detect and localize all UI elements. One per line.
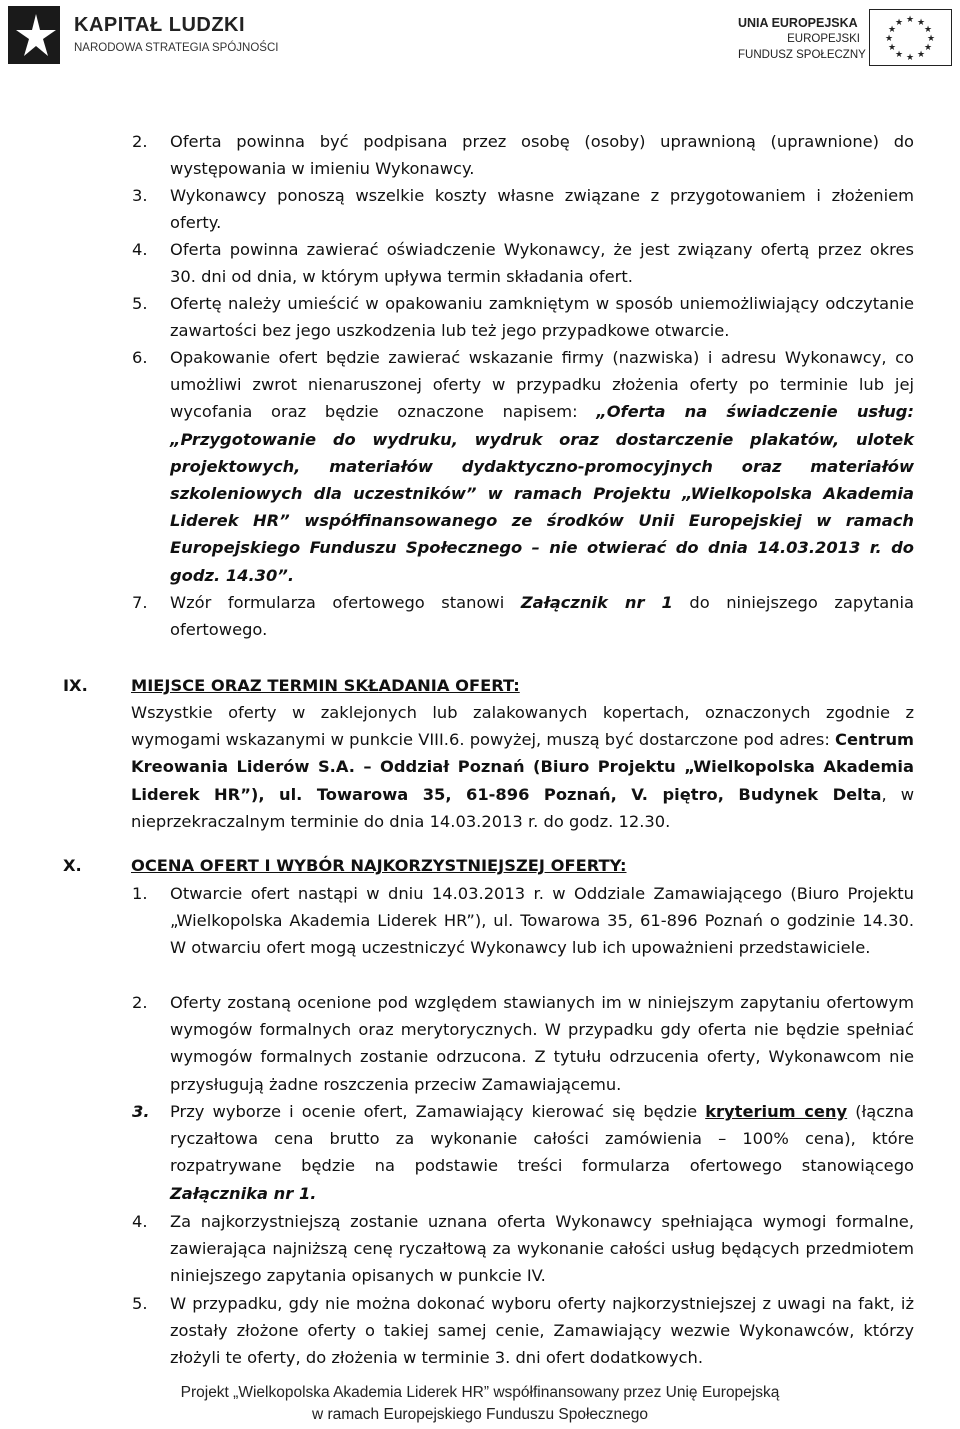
list-item-text: Wykonawcy ponoszą wszelkie koszty własne związane z przygotowaniem i złożeniem oferty.: [170, 186, 914, 233]
delivery-address: Centrum Kreowania Liderów S.A. – Oddział Poznań (Biuro Projektu „Wielkopolska Akademia Liderek HR”), ul. Towarowa 35, 61-896 Poznań, V. piętro, Budynek Delta: [131, 730, 914, 804]
envelope-label-text: „Oferta na świadczenie usług: „Przygotowanie do wydruku, wydruk oraz dostarczenie plakatów, ulotek projektowych, materiałów dydaktyczno-promocyjnych oraz materiałów szkoleniowych dla uczestników” w ramach Projektu „Wielkopolska Akademia Liderek HR” współfinansowanego ze środków Unii Europejskiej w ramach Europejskiego Funduszu Społecznego – nie otwierać do dnia 14.03.2013 r. do godz. 14.30: [170, 402, 914, 585]
list-item-number: 2.: [132, 132, 148, 151]
svg-text:★: ★: [916, 18, 926, 28]
list-item-number: 4.: [132, 240, 148, 259]
svg-text:★: ★: [916, 50, 926, 60]
list-item-number: 7.: [132, 593, 148, 612]
list-item-number: 6.: [132, 348, 148, 367]
list-item-text-plain: Przy wyborze i ocenie ofert, Zamawiający kierować się będzie: [170, 1102, 706, 1121]
eu-logo-line2: EUROPEJSKI: [787, 33, 860, 45]
list-item-text: Oferta powinna zawierać oświadczenie Wykonawcy, że jest związany ofertą przez okres 30. dni od dnia, w którym upływa termin składania ofert.: [170, 240, 914, 287]
section-body-plain: Wszystkie oferty w zaklejonych lub zalakowanych kopertach, oznaczonych zgodnie z wymogami wskazanymi w punkcie VIII.6. powyżej, muszą być dostarczone pod adres:: [131, 703, 914, 750]
list-item-text: [170, 1098, 914, 1207]
list-item-text: [170, 344, 914, 589]
list-item-text: W przypadku, gdy nie można dokonać wyboru oferty najkorzystniejszej z uwagi na fakt, iż zostały złożone oferty o takiej samej cenie, Zamawiający wezwie Wykonawców, którzy złożyli te oferty, do złożenia w terminie 3. dni ofert dodatkowych.: [170, 1294, 914, 1368]
list-item-number: 5.: [132, 294, 148, 313]
svg-text:★: ★: [894, 18, 904, 28]
svg-text:★: ★: [884, 34, 894, 44]
list-item-text-plain: Wzór formularza ofertowego stanowi: [170, 593, 521, 612]
list-item-text: Ofertę należy umieścić w opakowaniu zamkniętym w sposób uniemożliwiający odczytanie zawartości bez jego uszkodzenia lub też jego przypadkowe otwarcie.: [170, 294, 914, 341]
footer-line1: Projekt „Wielkopolska Akademia Liderek HR” współfinansowany przez Unię Europejską: [180, 1384, 780, 1401]
svg-text:★: ★: [887, 25, 897, 35]
svg-text:★: ★: [894, 50, 904, 60]
kapital-ludzki-star-icon: [8, 6, 60, 64]
list-item-number: 2.: [132, 993, 148, 1012]
svg-text:★: ★: [905, 15, 915, 25]
eu-flag-icon: [869, 9, 952, 66]
list-item-text-plain: do niniejszego zapytania ofertowego.: [170, 593, 915, 640]
eu-logo-line3: FUNDUSZ SPOŁECZNY: [738, 49, 866, 61]
page-footer: [0, 1382, 960, 1426]
section-number: X.: [63, 856, 82, 875]
envelope-label-end: ”.: [277, 565, 294, 585]
kapital-ludzki-subtitle: NARODOWA STRATEGIA SPÓJNOŚCI: [74, 42, 279, 54]
attachment-reference: Załącznika nr 1.: [170, 1183, 317, 1203]
svg-text:★: ★: [887, 43, 897, 53]
list-item-text-plain: (łączna ryczałtowa cena brutto za wykonanie całości zamówienia – 100% cena), które rozpatrywane będzie na podstawie treści formularza ofertowego stanowiącego: [170, 1102, 914, 1176]
list-item-number: 1.: [132, 884, 148, 903]
eu-logo-line1: UNIA EUROPEJSKA: [738, 16, 858, 30]
eu-logo: [738, 6, 956, 68]
list-item-number: 3.: [132, 186, 148, 205]
list-item-text: Za najkorzystniejszą zostanie uznana oferta Wykonawcy spełniająca wymogi formalne, zawierająca najniższą cenę ryczałtową za wykonanie całości usług będących przedmiotem niniejszego zapytania opisanych w punkcie IV.: [170, 1212, 914, 1286]
list-item-number: 3.: [132, 1102, 150, 1121]
criterion-price: kryterium ceny: [705, 1102, 848, 1121]
kapital-ludzki-logo: [8, 6, 279, 66]
section-body-plain: , w nieprzekraczalnym terminie do dnia 14.03.2013 r. do godz. 12.30.: [131, 784, 915, 831]
list-item-text: Oferty zostaną ocenione pod względem stawianych im w niniejszym zapytaniu ofertowym wymogów formalnych oraz merytorycznych. W przypadku gdy oferta nie będzie spełniać wymogów formalnych zostanie odrzucona. Z tytułu odrzucenia oferty, Wykonawcom nie przysługują żadne roszczenia przeciw Zamawiającemu.: [170, 993, 914, 1094]
kapital-ludzki-title: KAPITAŁ LUDZKI: [74, 14, 246, 36]
svg-text:★: ★: [923, 25, 933, 35]
svg-text:★: ★: [926, 34, 936, 44]
list-item-text-plain: Opakowanie ofert będzie zawierać wskazanie firmy (nazwiska) i adresu Wykonawcy, co umożliwi zwrot nienaruszonej oferty w przypadku złożenia oferty po terminie lub jej wycofania oraz będzie oznaczone napisem:: [170, 348, 914, 422]
attachment-reference: Załącznik nr 1: [520, 593, 673, 612]
page-header: [0, 0, 960, 72]
list-item-text: [170, 589, 914, 643]
section-body: [131, 699, 914, 835]
list-item-text: Oferta powinna być podpisana przez osobę (osoby) uprawnioną (uprawnione) do występowania w imieniu Wykonawcy.: [170, 132, 914, 179]
svg-text:★: ★: [923, 43, 933, 53]
section-number: IX.: [63, 676, 88, 695]
list-item-number: 4.: [132, 1212, 148, 1231]
list-item-number: 5.: [132, 1294, 148, 1313]
section-title: OCENA OFERT I WYBÓR NAJKORZYSTNIEJSZEJ OFERTY:: [131, 856, 627, 875]
footer-line2: w ramach Europejskiego Funduszu Społecznego: [311, 1406, 649, 1423]
list-item-text: Otwarcie ofert nastąpi w dniu 14.03.2013 r. w Oddziale Zamawiającego (Biuro Projektu „Wielkopolska Akademia Liderek HR”), ul. Towarowa 35, 61-896 Poznań o godzinie 14.30. W otwarciu ofert mogą uczestniczyć Wykonawcy lub ich upoważnieni przedstawiciele.: [170, 884, 914, 958]
svg-text:★: ★: [905, 53, 915, 63]
section-title: MIEJSCE ORAZ TERMIN SKŁADANIA OFERT:: [131, 676, 520, 695]
